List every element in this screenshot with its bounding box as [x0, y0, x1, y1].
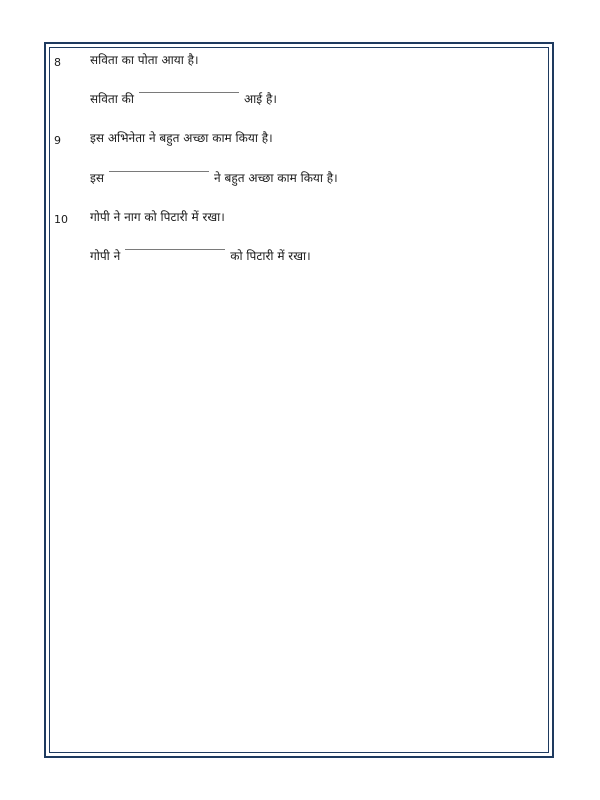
question-sentence: गोपी ने नाग को पिटारी में रखा।	[90, 210, 225, 224]
answer-blank[interactable]	[125, 249, 225, 260]
answer-line	[90, 91, 277, 107]
question-sentence: सविता का पोता आया है।	[90, 53, 199, 67]
answer-prefix: गोपी ने	[90, 249, 121, 263]
answer-blank[interactable]	[139, 92, 239, 103]
worksheet-border	[44, 42, 554, 758]
answer-line	[90, 248, 311, 264]
worksheet-inner-border	[49, 47, 549, 753]
answer-blank[interactable]	[109, 171, 209, 182]
question-number: 9	[54, 134, 61, 147]
answer-suffix: आई है।	[243, 92, 277, 106]
question-number: 10	[54, 213, 68, 226]
answer-suffix: ने बहुत अच्छा काम किया है।	[214, 171, 338, 185]
answer-suffix: को पिटारी में रखा।	[230, 249, 311, 263]
answer-line	[90, 170, 338, 186]
answer-prefix: इस	[90, 171, 105, 185]
answer-prefix: सविता की	[90, 92, 134, 106]
question-number: 8	[54, 56, 61, 69]
question-sentence: इस अभिनेता ने बहुत अच्छा काम किया है।	[90, 131, 273, 145]
